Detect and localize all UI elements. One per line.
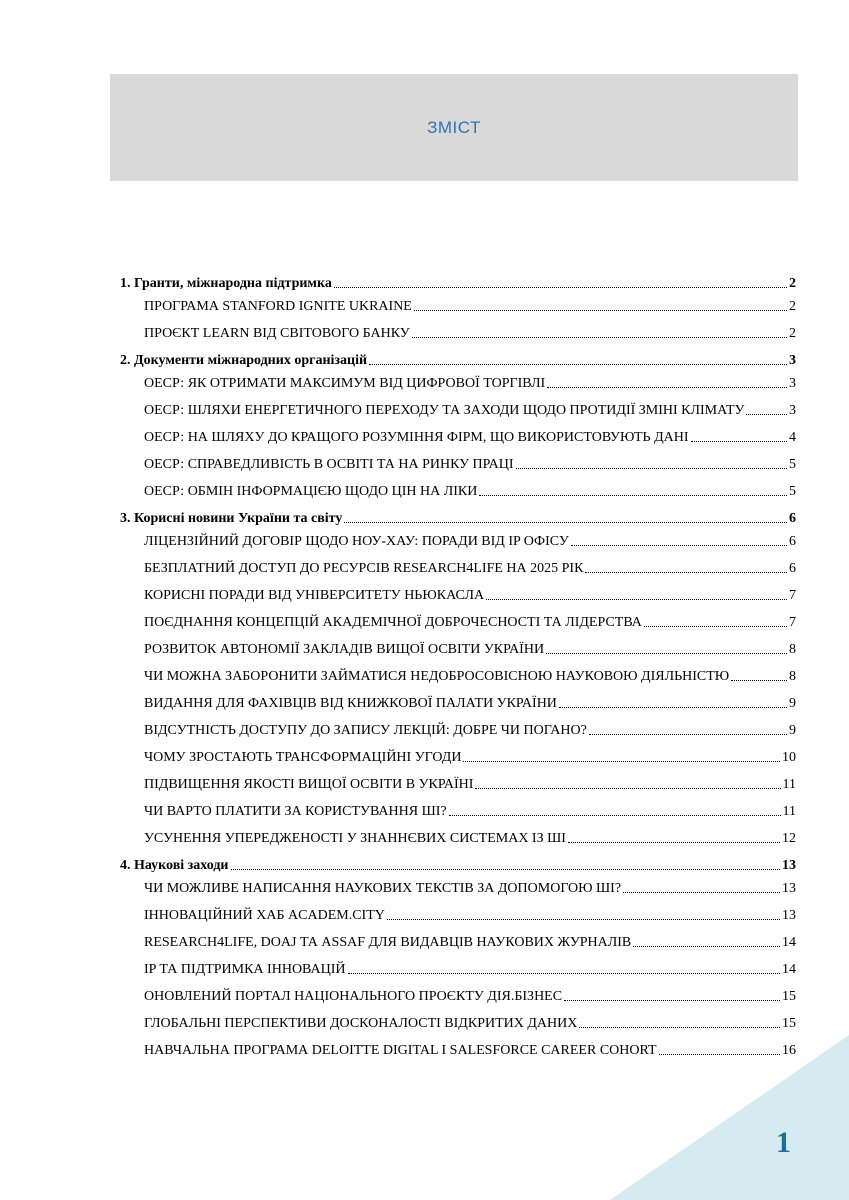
toc-entry[interactable] — [120, 560, 796, 577]
toc-entry-title: RESEARCH4LIFE, DOAJ ТА ASSAF ДЛЯ ВИДАВЦІВ НАУКОВИХ ЖУРНАЛІВ — [144, 935, 632, 950]
toc-entry-title: ВИДАННЯ ДЛЯ ФАХІВЦІВ ВІД КНИЖКОВОЇ ПАЛАТИ УКРАЇНИ — [144, 696, 557, 711]
toc-entry-page: 3 — [789, 353, 796, 368]
toc-entry-page: 5 — [789, 484, 796, 499]
dot-leader — [623, 891, 780, 893]
toc-entry-page: 12 — [782, 831, 796, 846]
toc-entry-page: 3 — [789, 403, 796, 418]
toc-entry-title: ОНОВЛЕНИЙ ПОРТАЛ НАЦІОНАЛЬНОГО ПРОЄКТУ ДІЯ.БІЗНЕС — [144, 989, 563, 1004]
toc-entry[interactable] — [120, 880, 796, 897]
toc-section-entry[interactable] — [120, 857, 796, 874]
toc-entry-title: 2. Документи міжнародних організацій — [120, 353, 368, 368]
toc-entry-page: 15 — [782, 989, 796, 1004]
toc-entry-page: 13 — [782, 858, 796, 873]
toc-entry[interactable] — [120, 298, 796, 315]
toc-entry[interactable] — [120, 695, 796, 712]
toc-entry-title: 4. Наукові заходи — [120, 858, 229, 873]
toc-entry-page: 3 — [789, 376, 796, 391]
toc-entry[interactable] — [120, 749, 796, 766]
dot-leader — [412, 336, 787, 338]
dot-leader — [633, 945, 780, 947]
dot-leader — [746, 413, 787, 415]
toc-entry-title: ОЕСР: СПРАВЕДЛИВІСТЬ В ОСВІТІ ТА НА РИНКУ ПРАЦІ — [144, 457, 514, 472]
toc-entry[interactable] — [120, 456, 796, 473]
toc-entry-page: 16 — [782, 1043, 796, 1058]
toc-entry-title: ЧИ ВАРТО ПЛАТИТИ ЗА КОРИСТУВАННЯ ШІ? — [144, 804, 447, 819]
toc-entry-title: ЧОМУ ЗРОСТАЮТЬ ТРАНСФОРМАЦІЙНІ УГОДИ — [144, 750, 462, 765]
toc-entry-page: 2 — [789, 299, 796, 314]
dot-leader — [516, 467, 787, 469]
dot-leader — [546, 652, 787, 654]
toc-entry[interactable] — [120, 803, 796, 820]
toc-entry-title: ВІДСУТНІСТЬ ДОСТУПУ ДО ЗАПИСУ ЛЕКЦІЙ: ДОБРЕ ЧИ ПОГАНО? — [144, 723, 587, 738]
toc-entry-page: 9 — [789, 723, 796, 738]
table-of-contents — [120, 275, 796, 1069]
dot-leader — [463, 760, 780, 762]
toc-entry-title: НАВЧАЛЬНА ПРОГРАМА DELOITTE DIGITAL І SALESFORCE CAREER COHORT — [144, 1043, 657, 1058]
toc-header-banner — [110, 74, 798, 181]
toc-entry-page: 6 — [789, 511, 796, 526]
toc-entry[interactable] — [120, 934, 796, 951]
toc-entry[interactable] — [120, 641, 796, 658]
toc-entry-title: ЧИ МОЖЛИВЕ НАПИСАННЯ НАУКОВИХ ТЕКСТІВ ЗА ДОПОМОГОЮ ШІ? — [144, 881, 622, 896]
toc-entry[interactable] — [120, 722, 796, 739]
toc-entry-page: 2 — [789, 326, 796, 341]
toc-entry-title: РОЗВИТОК АВТОНОМІЇ ЗАКЛАДІВ ВИЩОЇ ОСВІТИ УКРАЇНИ — [144, 642, 545, 657]
dot-leader — [589, 733, 787, 735]
toc-entry-page: 11 — [782, 804, 796, 819]
page-number: 1 — [776, 1126, 791, 1159]
dot-leader — [731, 679, 787, 681]
toc-entry-title: ПІДВИЩЕННЯ ЯКОСТІ ВИЩОЇ ОСВІТИ В УКРАЇНІ — [144, 777, 474, 792]
toc-entry-page: 5 — [789, 457, 796, 472]
toc-entry[interactable] — [120, 614, 796, 631]
toc-entry-title: ЛІЦЕНЗІЙНИЙ ДОГОВІР ЩОДО НОУ-ХАУ: ПОРАДИ ВІД IP ОФІСУ — [144, 534, 569, 549]
toc-entry-title: КОРИСНІ ПОРАДИ ВІД УНІВЕРСИТЕТУ НЬЮКАСЛА — [144, 588, 485, 603]
toc-entry-page: 13 — [782, 908, 796, 923]
toc-entry[interactable] — [120, 483, 796, 500]
toc-entry[interactable] — [120, 988, 796, 1005]
toc-entry-title: ОЕСР: ШЛЯХИ ЕНЕРГЕТИЧНОГО ПЕРЕХОДУ ТА ЗАХОДИ ЩОДО ПРОТИДІЇ ЗМІНІ КЛІМАТУ — [144, 403, 745, 418]
toc-entry[interactable] — [120, 375, 796, 392]
toc-entry-title: ОЕСР: НА ШЛЯХУ ДО КРАЩОГО РОЗУМІННЯ ФІРМ, ЩО ВИКОРИСТОВУЮТЬ ДАНІ — [144, 430, 689, 445]
toc-entry-page: 8 — [789, 669, 796, 684]
dot-leader — [344, 521, 787, 523]
toc-entry[interactable] — [120, 429, 796, 446]
toc-entry-title: ГЛОБАЛЬНІ ПЕРСПЕКТИВИ ДОСКОНАЛОСТІ ВІДКРИТИХ ДАНИХ — [144, 1016, 578, 1031]
toc-section-entry[interactable] — [120, 275, 796, 292]
toc-entry[interactable] — [120, 587, 796, 604]
dot-leader — [579, 1026, 780, 1028]
dot-leader — [644, 625, 787, 627]
dot-leader — [691, 440, 787, 442]
page-title: ЗМІСТ — [427, 118, 481, 137]
dot-leader — [564, 999, 780, 1001]
corner-decoration — [610, 1035, 849, 1200]
dot-leader — [369, 363, 787, 365]
dot-leader — [571, 544, 787, 546]
toc-entry-page: 10 — [782, 750, 796, 765]
dot-leader — [479, 494, 787, 496]
toc-entry-title: 1. Гранти, міжнародна підтримка — [120, 276, 332, 291]
toc-entry-page: 14 — [782, 935, 796, 950]
toc-entry-page: 6 — [789, 534, 796, 549]
toc-entry[interactable] — [120, 402, 796, 419]
toc-entry-page: 15 — [782, 1016, 796, 1031]
toc-entry[interactable] — [120, 533, 796, 550]
toc-entry-title: 3. Корисні новини України та світу — [120, 511, 343, 526]
toc-entry-title: ЧИ МОЖНА ЗАБОРОНИТИ ЗАЙМАТИСЯ НЕДОБРОСОВІСНОЮ НАУКОВОЮ ДІЯЛЬНІСТЮ — [144, 669, 730, 684]
dot-leader — [559, 706, 787, 708]
toc-entry-page: 7 — [789, 588, 796, 603]
toc-entry-title: ОЕСР: ЯК ОТРИМАТИ МАКСИМУМ ВІД ЦИФРОВОЇ ТОРГІВЛІ — [144, 376, 546, 391]
toc-entry[interactable] — [120, 776, 796, 793]
toc-entry-page: 7 — [789, 615, 796, 630]
dot-leader — [387, 918, 780, 920]
toc-entry-title: БЕЗПЛАТНИЙ ДОСТУП ДО РЕСУРСІВ RESEARCH4LIFE НА 2025 РІК — [144, 561, 584, 576]
dot-leader — [568, 841, 780, 843]
toc-entry-page: 14 — [782, 962, 796, 977]
toc-entry-title: ПРОЄКТ LEARN ВІД СВІТОВОГО БАНКУ — [144, 326, 410, 341]
toc-entry[interactable] — [120, 668, 796, 685]
toc-entry[interactable] — [120, 325, 796, 342]
dot-leader — [486, 598, 787, 600]
toc-entry[interactable] — [120, 1015, 796, 1032]
dot-leader — [348, 972, 780, 974]
toc-entry-title: IP ТА ПІДТРИМКА ІННОВАЦІЙ — [144, 962, 346, 977]
dot-leader — [334, 286, 787, 288]
toc-section-entry[interactable] — [120, 352, 796, 369]
toc-entry[interactable] — [120, 907, 796, 924]
toc-entry-page: 11 — [782, 777, 796, 792]
dot-leader — [475, 787, 780, 789]
toc-section-entry[interactable] — [120, 510, 796, 527]
toc-entry-title: ПРОГРАМА STANFORD IGNITE UKRAINE — [144, 299, 412, 314]
toc-entry-page: 6 — [789, 561, 796, 576]
toc-entry-page: 13 — [782, 881, 796, 896]
toc-entry-page: 4 — [789, 430, 796, 445]
toc-entry-title: ПОЄДНАННЯ КОНЦЕПЦІЙ АКАДЕМІЧНОЇ ДОБРОЧЕСНОСТІ ТА ЛІДЕРСТВА — [144, 615, 642, 630]
toc-entry[interactable] — [120, 830, 796, 847]
toc-entry-page: 9 — [789, 696, 796, 711]
dot-leader — [547, 386, 787, 388]
toc-entry-title: УСУНЕННЯ УПЕРЕДЖЕНОСТІ У ЗНАННЄВИХ СИСТЕМАХ ІЗ ШІ — [144, 831, 566, 846]
toc-entry-title: ІННОВАЦІЙНИЙ ХАБ ACADEM.CITY — [144, 908, 385, 923]
dot-leader — [585, 571, 787, 573]
toc-entry-page: 8 — [789, 642, 796, 657]
toc-entry-page: 2 — [789, 276, 796, 291]
toc-entry-title: ОЕСР: ОБМІН ІНФОРМАЦІЄЮ ЩОДО ЦІН НА ЛІКИ — [144, 484, 478, 499]
dot-leader — [449, 814, 781, 816]
dot-leader — [231, 868, 781, 870]
dot-leader — [414, 309, 787, 311]
toc-entry[interactable] — [120, 961, 796, 978]
